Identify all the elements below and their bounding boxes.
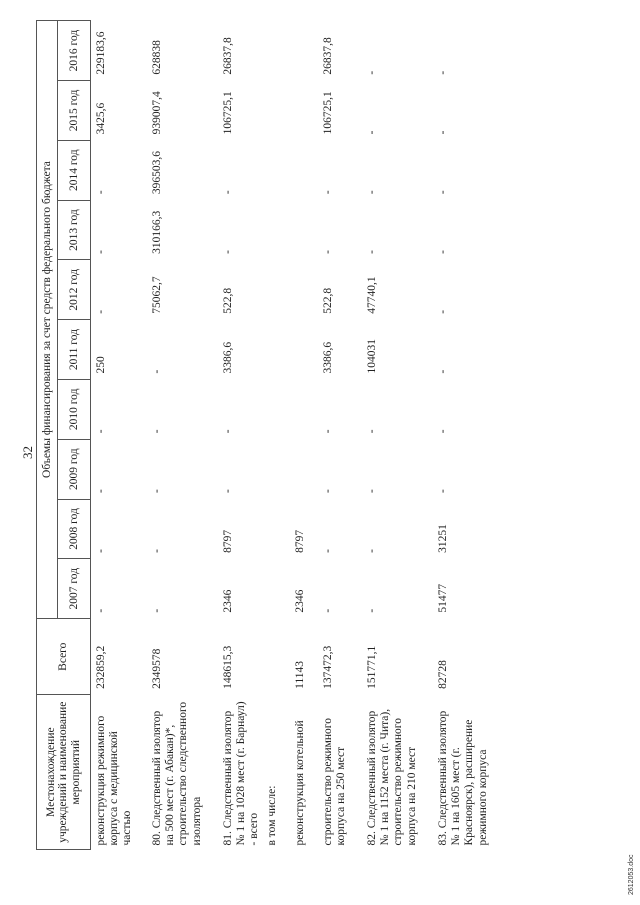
row-value: - bbox=[366, 190, 378, 195]
row-value: - bbox=[322, 608, 334, 613]
row-value: - bbox=[95, 489, 107, 494]
row-value: 106725,1 bbox=[322, 91, 334, 135]
row-value: - bbox=[322, 250, 334, 254]
row-value: 26837,8 bbox=[322, 37, 334, 75]
row-total: 2349578 bbox=[151, 648, 163, 689]
row-name: 83. Следственный изолятор № 1 на 1605 мест (г. Красноярск), расширение режимного корпуса bbox=[437, 710, 489, 846]
row-value: 3386,6 bbox=[222, 341, 234, 374]
row-value: - bbox=[437, 250, 449, 254]
row-value: - bbox=[437, 489, 449, 494]
page-number: 32 bbox=[20, 446, 35, 459]
row-name: реконструкция котельной bbox=[294, 720, 306, 846]
row-value: - bbox=[222, 250, 234, 254]
row-value bbox=[266, 200, 294, 260]
row-value bbox=[266, 260, 294, 320]
row-value: - bbox=[151, 548, 163, 553]
row-total: 151771,1 bbox=[366, 645, 378, 689]
row-value: - bbox=[222, 429, 234, 434]
row-total: 82728 bbox=[437, 660, 449, 689]
row-value: - bbox=[366, 608, 378, 613]
table-row bbox=[222, 21, 266, 850]
row-value: - bbox=[322, 429, 334, 434]
row-value: 396503,6 bbox=[151, 151, 163, 195]
row-value: - bbox=[366, 489, 378, 494]
row-value: - bbox=[95, 190, 107, 195]
row-value: 26837,8 bbox=[222, 37, 234, 75]
row-value: - bbox=[95, 608, 107, 613]
row-name: реконструкция режимного корпуса с медицинской частью bbox=[95, 715, 134, 846]
row-value: 75062,7 bbox=[151, 276, 163, 314]
row-value: 31251 bbox=[437, 524, 449, 553]
row-total: 232859,2 bbox=[95, 645, 107, 689]
row-value: - bbox=[437, 369, 449, 374]
row-value: - bbox=[366, 130, 378, 135]
row-value: 104031 bbox=[366, 338, 378, 374]
table-row bbox=[322, 21, 366, 850]
row-value: 229183,6 bbox=[95, 31, 107, 75]
header-funding-group: Объемы финансирования за счет средств федерального бюджета bbox=[37, 21, 58, 619]
row-value bbox=[294, 439, 322, 499]
row-value bbox=[294, 81, 322, 141]
row-name: 81. Следственный изолятор № 1 на 1028 мест (г. Барнаул) - всего bbox=[222, 701, 261, 846]
row-value bbox=[294, 379, 322, 439]
row-value: 8797 bbox=[222, 529, 234, 553]
row-value: - bbox=[151, 369, 163, 374]
row-value: - bbox=[366, 250, 378, 254]
row-value bbox=[294, 200, 322, 260]
row-value: 8797 bbox=[294, 529, 306, 553]
header-year: 2014 год bbox=[58, 140, 91, 200]
header-year: 2011 год bbox=[58, 320, 91, 380]
row-value: - bbox=[366, 548, 378, 553]
row-value: - bbox=[222, 190, 234, 195]
row-value: 522,8 bbox=[222, 287, 234, 314]
row-value: 628838 bbox=[151, 40, 163, 75]
row-value: - bbox=[95, 250, 107, 254]
row-value: - bbox=[437, 70, 449, 75]
row-value: 310166,3 bbox=[151, 210, 163, 254]
row-value bbox=[266, 21, 294, 81]
table-row bbox=[366, 21, 437, 850]
header-year: 2016 год bbox=[58, 21, 91, 81]
table-row bbox=[294, 21, 322, 850]
row-name: в том числе: bbox=[266, 785, 278, 846]
table-row bbox=[266, 21, 294, 850]
row-value: 106725,1 bbox=[222, 91, 234, 135]
row-name: 82. Следственный изолятор № 1 на 1152 места (г. Чита), строительство режимного корпуса на 210 мест bbox=[366, 708, 418, 846]
row-value: 250 bbox=[95, 356, 107, 374]
row-value bbox=[266, 379, 294, 439]
header-year: 2008 год bbox=[58, 499, 91, 559]
row-value: 939007,4 bbox=[151, 91, 163, 135]
row-value bbox=[294, 140, 322, 200]
row-value: - bbox=[437, 130, 449, 135]
row-value: 2346 bbox=[294, 589, 306, 613]
row-value: - bbox=[95, 429, 107, 434]
row-value: - bbox=[322, 489, 334, 494]
row-value: - bbox=[437, 429, 449, 434]
row-value: - bbox=[437, 309, 449, 314]
row-value: - bbox=[222, 489, 234, 494]
row-value: - bbox=[151, 429, 163, 434]
header-year: 2007 год bbox=[58, 559, 91, 619]
row-value bbox=[266, 439, 294, 499]
row-name: строительство режимного корпуса на 250 мест bbox=[322, 718, 348, 846]
row-value: - bbox=[437, 190, 449, 195]
row-value: 522,8 bbox=[322, 287, 334, 314]
table-row bbox=[91, 21, 152, 850]
table-row bbox=[437, 21, 508, 850]
header-year: 2015 год bbox=[58, 81, 91, 141]
header-year: 2013 год bbox=[58, 200, 91, 260]
row-value bbox=[266, 559, 294, 619]
row-value: - bbox=[151, 608, 163, 613]
row-value: - bbox=[95, 548, 107, 553]
row-value: - bbox=[366, 429, 378, 434]
row-value: - bbox=[151, 489, 163, 494]
row-value: 2346 bbox=[222, 589, 234, 613]
header-year: 2010 год bbox=[58, 379, 91, 439]
row-total bbox=[266, 619, 294, 695]
row-value: - bbox=[322, 190, 334, 195]
row-name: 80. Следственный изолятор на 500 мест (г. Абакан)*, строительство следственного изолятора bbox=[151, 701, 203, 846]
row-total: 137472,3 bbox=[322, 645, 334, 689]
header-year: 2012 год bbox=[58, 260, 91, 320]
row-value: 3386,6 bbox=[322, 341, 334, 374]
row-value: 51477 bbox=[437, 583, 449, 613]
row-value bbox=[266, 140, 294, 200]
header-year: 2009 год bbox=[58, 439, 91, 499]
footer-filename: 2612053.doc bbox=[628, 854, 635, 895]
row-value: - bbox=[322, 548, 334, 553]
row-value: - bbox=[366, 70, 378, 75]
row-value bbox=[294, 320, 322, 380]
row-total: 148615,3 bbox=[222, 645, 234, 689]
row-value bbox=[266, 320, 294, 380]
row-value: - bbox=[95, 309, 107, 314]
row-value bbox=[266, 81, 294, 141]
header-name: Местонахождение учреждений и наименование мероприятий bbox=[37, 695, 91, 850]
table-row bbox=[151, 21, 222, 850]
row-value bbox=[294, 260, 322, 320]
row-total: 11143 bbox=[294, 660, 306, 689]
row-value: 47740,1 bbox=[366, 276, 378, 314]
financing-table bbox=[36, 20, 508, 850]
row-value bbox=[266, 499, 294, 559]
row-value bbox=[294, 21, 322, 81]
row-value: 3425,6 bbox=[95, 102, 107, 135]
header-total: Всего bbox=[37, 619, 91, 695]
